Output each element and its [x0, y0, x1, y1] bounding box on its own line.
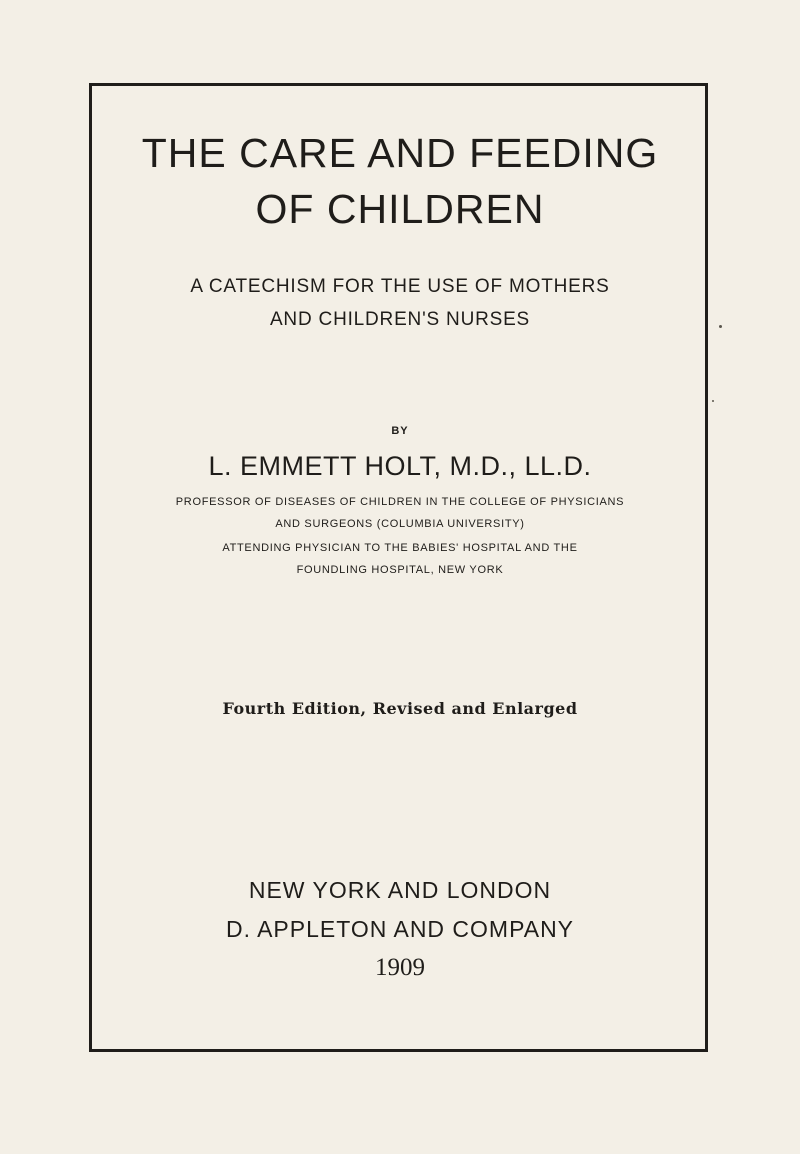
author-credential-line: FOUNDLING HOSPITAL, NEW YORK	[296, 564, 504, 576]
author-credential-line: ATTENDING PHYSICIAN TO THE BABIES' HOSPITAL AND THE	[222, 542, 578, 554]
book-title-line-1: THE CARE AND FEEDING	[141, 130, 659, 176]
author-credential-line: AND SURGEONS (COLUMBIA UNIVERSITY)	[275, 518, 525, 530]
byline: BY	[391, 425, 409, 437]
book-title-line-2: OF CHILDREN	[255, 186, 545, 232]
paper-speck	[712, 400, 714, 402]
subtitle-line-2: AND CHILDREN'S NURSES	[269, 309, 531, 330]
edition-statement: Fourth Edition, Revised and Enlarged	[222, 699, 578, 718]
author-credential-line: PROFESSOR OF DISEASES OF CHILDREN IN THE COLLEGE OF PHYSICIANS	[175, 496, 625, 508]
publisher-name: D. APPLETON AND COMPANY	[225, 916, 575, 942]
publisher-location: NEW YORK AND LONDON	[248, 877, 552, 903]
subtitle-line-1: A CATECHISM FOR THE USE OF MOTHERS	[190, 276, 610, 297]
author-name: L. EMMETT HOLT, M.D., LL.D.	[208, 451, 592, 481]
paper-speck	[719, 325, 722, 328]
publication-year: 1909	[375, 954, 425, 981]
